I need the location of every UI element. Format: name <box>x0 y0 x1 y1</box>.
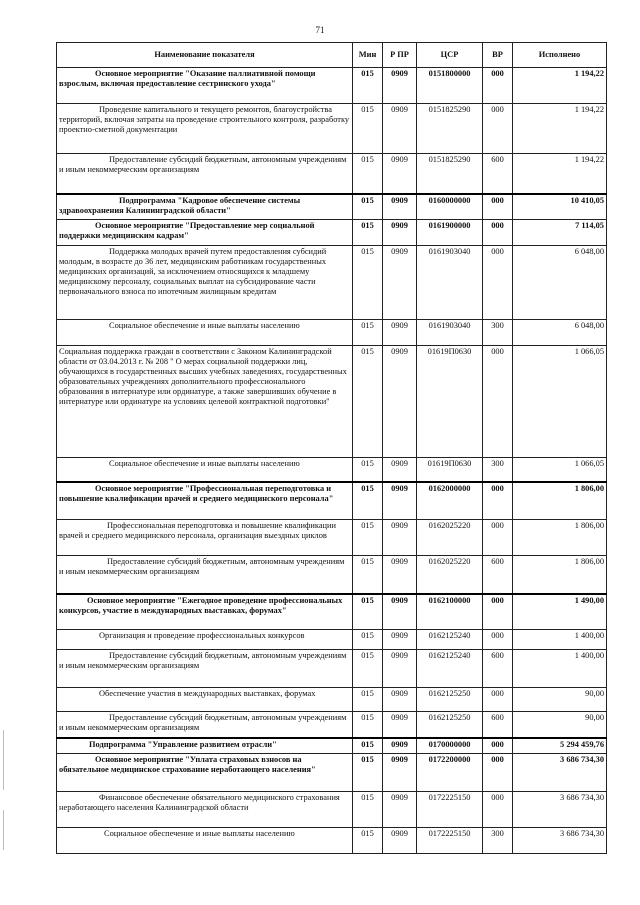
cell-value: 6 048,00 <box>513 320 607 346</box>
cell-value: 90,00 <box>513 712 607 738</box>
cell-min: 015 <box>353 482 383 520</box>
cell-name: Профессиональная переподготовка и повышение квалификации врачей и среднего медицинского персонала, организация выездных циклов <box>57 520 353 556</box>
cell-min: 015 <box>353 194 383 220</box>
cell-name: Социальная поддержка граждан в соответствии с Законом Калининградской области от 03.04.2013 г. № 208 " О мерах социальной поддержки лиц, обучающихся в государственных высших учебных заведениях, государственных образовательных учреждениях дополнительного профессионального образования в интернатуре или ординатуре, а также завершивших обучение в интернатуре или ординатуре на условиях целевой контрактной подготовки" <box>57 346 353 458</box>
cell-csr: 0172200000 <box>417 754 483 792</box>
table-row <box>57 792 607 828</box>
table-row <box>57 712 607 738</box>
cell-value: 1 066,05 <box>513 458 607 482</box>
cell-value: 5 294 459,76 <box>513 738 607 754</box>
cell-vr: 300 <box>483 828 513 854</box>
cell-name: Основное мероприятие "Профессиональная переподготовка и повышение квалификации врачей и среднего медицинского персонала" <box>57 482 353 520</box>
cell-rpr: 0909 <box>383 792 417 828</box>
cell-name: Основное мероприятие "Оказание паллиативной помощи взрослым, включая предоставление сестринского ухода" <box>57 68 353 104</box>
cell-vr: 000 <box>483 220 513 246</box>
cell-vr: 000 <box>483 754 513 792</box>
cell-min: 015 <box>353 68 383 104</box>
cell-rpr: 0909 <box>383 738 417 754</box>
cell-name: Подпрограмма "Управление развитием отрасли" <box>57 738 353 754</box>
cell-min: 015 <box>353 712 383 738</box>
header-rpr: Р ПР <box>383 43 417 68</box>
table-row <box>57 220 607 246</box>
cell-value: 1 806,00 <box>513 482 607 520</box>
cell-csr: 0151825290 <box>417 154 483 194</box>
header-value: Исполнено <box>513 43 607 68</box>
table-row <box>57 650 607 688</box>
cell-name: Социальное обеспечение и иные выплаты населению <box>57 320 353 346</box>
table-row <box>57 738 607 754</box>
cell-min: 015 <box>353 828 383 854</box>
cell-name: Предоставление субсидий бюджетным, автономным учреждениям и иным некоммерческим организациям <box>57 154 353 194</box>
cell-min: 015 <box>353 154 383 194</box>
cell-rpr: 0909 <box>383 712 417 738</box>
cell-min: 015 <box>353 246 383 320</box>
cell-value: 1 490,00 <box>513 594 607 630</box>
cell-name: Основное мероприятие "Ежегодное проведение профессиональных конкурсов, участие в международных выставках, форумах" <box>57 594 353 630</box>
cell-csr: 0160000000 <box>417 194 483 220</box>
cell-rpr: 0909 <box>383 828 417 854</box>
cell-rpr: 0909 <box>383 154 417 194</box>
budget-execution-table <box>56 42 607 854</box>
cell-vr: 000 <box>483 104 513 154</box>
cell-name: Основное мероприятие "Предоставление мер социальной поддержки медицинским кадрам" <box>57 220 353 246</box>
cell-rpr: 0909 <box>383 194 417 220</box>
cell-rpr: 0909 <box>383 320 417 346</box>
cell-csr: 0170000000 <box>417 738 483 754</box>
table-row <box>57 688 607 712</box>
cell-csr: 0162125250 <box>417 712 483 738</box>
cell-value: 1 400,00 <box>513 650 607 688</box>
cell-csr: 0161900000 <box>417 220 483 246</box>
cell-csr: 0162000000 <box>417 482 483 520</box>
cell-vr: 600 <box>483 712 513 738</box>
cell-value: 1 194,22 <box>513 68 607 104</box>
cell-csr: 0172225150 <box>417 828 483 854</box>
cell-rpr: 0909 <box>383 556 417 594</box>
cell-value: 3 686 734,30 <box>513 828 607 854</box>
cell-rpr: 0909 <box>383 246 417 320</box>
cell-min: 015 <box>353 104 383 154</box>
cell-csr: 0162100000 <box>417 594 483 630</box>
cell-min: 015 <box>353 346 383 458</box>
cell-vr: 000 <box>483 738 513 754</box>
table-row <box>57 68 607 104</box>
cell-value: 7 114,05 <box>513 220 607 246</box>
cell-rpr: 0909 <box>383 520 417 556</box>
cell-rpr: 0909 <box>383 346 417 458</box>
table-row <box>57 194 607 220</box>
cell-csr: 0162125240 <box>417 630 483 650</box>
cell-csr: 0162125240 <box>417 650 483 688</box>
header-vr: ВР <box>483 43 513 68</box>
cell-value: 1 400,00 <box>513 630 607 650</box>
cell-min: 015 <box>353 458 383 482</box>
table-row <box>57 320 607 346</box>
cell-min: 015 <box>353 792 383 828</box>
cell-csr: 0161903040 <box>417 320 483 346</box>
cell-vr: 000 <box>483 594 513 630</box>
cell-csr: 01619П0630 <box>417 346 483 458</box>
cell-value: 1 066,05 <box>513 346 607 458</box>
cell-name: Социальное обеспечение и иные выплаты населению <box>57 828 353 854</box>
cell-min: 015 <box>353 220 383 246</box>
cell-rpr: 0909 <box>383 688 417 712</box>
cell-csr: 0162025220 <box>417 556 483 594</box>
cell-rpr: 0909 <box>383 650 417 688</box>
cell-name: Предоставление субсидий бюджетным, автономным учреждениям и иным некоммерческим организациям <box>57 712 353 738</box>
cell-name: Проведение капитального и текущего ремонтов, благоустройства территорий, включая затраты на проведение строительного контроля, разработку проектно-сметной документации <box>57 104 353 154</box>
cell-csr: 0162025220 <box>417 520 483 556</box>
cell-value: 1 806,00 <box>513 556 607 594</box>
table-row <box>57 246 607 320</box>
cell-vr: 300 <box>483 320 513 346</box>
cell-csr: 0162125250 <box>417 688 483 712</box>
table-row <box>57 828 607 854</box>
cell-rpr: 0909 <box>383 220 417 246</box>
cell-vr: 000 <box>483 246 513 320</box>
table-row <box>57 104 607 154</box>
cell-name: Предоставление субсидий бюджетным, автономным учреждениям и иным некоммерческим организациям <box>57 556 353 594</box>
table-row <box>57 754 607 792</box>
cell-value: 90,00 <box>513 688 607 712</box>
cell-vr: 000 <box>483 68 513 104</box>
cell-min: 015 <box>353 688 383 712</box>
page-number: 71 <box>315 25 325 35</box>
cell-value: 10 410,05 <box>513 194 607 220</box>
cell-rpr: 0909 <box>383 458 417 482</box>
cell-min: 015 <box>353 556 383 594</box>
cell-csr: 0151825290 <box>417 104 483 154</box>
table-row <box>57 482 607 520</box>
cell-name: Организация и проведение профессиональных конкурсов <box>57 630 353 650</box>
cell-rpr: 0909 <box>383 482 417 520</box>
cell-csr: 0161903040 <box>417 246 483 320</box>
table-row <box>57 630 607 650</box>
cell-vr: 000 <box>483 688 513 712</box>
cell-value: 6 048,00 <box>513 246 607 320</box>
cell-rpr: 0909 <box>383 594 417 630</box>
cell-csr: 0172225150 <box>417 792 483 828</box>
cell-vr: 300 <box>483 458 513 482</box>
cell-min: 015 <box>353 754 383 792</box>
table-row <box>57 556 607 594</box>
cell-rpr: 0909 <box>383 754 417 792</box>
table-header-row <box>57 43 607 68</box>
cell-vr: 600 <box>483 154 513 194</box>
scan-edge-mark <box>3 810 4 850</box>
cell-name: Основное мероприятие "Уплата страховых взносов на обязательное медицинское страхование неработающего населения" <box>57 754 353 792</box>
cell-rpr: 0909 <box>383 68 417 104</box>
cell-value: 3 686 734,30 <box>513 754 607 792</box>
cell-name: Финансовое обеспечение обязательного медицинского страхования неработающего населения Калининградской области <box>57 792 353 828</box>
cell-vr: 000 <box>483 792 513 828</box>
cell-csr: 0151800000 <box>417 68 483 104</box>
cell-min: 015 <box>353 520 383 556</box>
table-row <box>57 458 607 482</box>
cell-name: Подпрограмма "Кадровое обеспечение системы здравоохранения Калининградской области" <box>57 194 353 220</box>
cell-vr: 600 <box>483 650 513 688</box>
cell-vr: 000 <box>483 346 513 458</box>
cell-vr: 600 <box>483 556 513 594</box>
cell-value: 1 806,00 <box>513 520 607 556</box>
cell-min: 015 <box>353 630 383 650</box>
cell-name: Поддержка молодых врачей путем предоставления субсидий молодым, в возрасте до 36 лет, медицинским работникам государственных медицинских организаций, за исключением относящихся к младшему медицинскому персоналу, социальных выплат на субсидирование части первоначального взноса по ипотечным жилищным кредитам <box>57 246 353 320</box>
cell-rpr: 0909 <box>383 630 417 650</box>
table-row <box>57 520 607 556</box>
cell-vr: 000 <box>483 630 513 650</box>
cell-vr: 000 <box>483 194 513 220</box>
header-min: Мин <box>353 43 383 68</box>
header-name: Наименование показателя <box>57 43 353 68</box>
cell-min: 015 <box>353 738 383 754</box>
cell-csr: 01619П0630 <box>417 458 483 482</box>
scan-edge-mark <box>3 730 4 790</box>
cell-min: 015 <box>353 650 383 688</box>
cell-name: Обеспечение участия в международных выставках, форумах <box>57 688 353 712</box>
cell-name: Социальное обеспечение и иные выплаты населению <box>57 458 353 482</box>
cell-rpr: 0909 <box>383 104 417 154</box>
cell-value: 1 194,22 <box>513 104 607 154</box>
cell-min: 015 <box>353 320 383 346</box>
cell-name: Предоставление субсидий бюджетным, автономным учреждениям и иным некоммерческим организациям <box>57 650 353 688</box>
cell-min: 015 <box>353 594 383 630</box>
table-row <box>57 594 607 630</box>
cell-value: 3 686 734,30 <box>513 792 607 828</box>
cell-vr: 000 <box>483 520 513 556</box>
cell-vr: 000 <box>483 482 513 520</box>
table-row <box>57 346 607 458</box>
table-row <box>57 154 607 194</box>
header-csr: ЦСР <box>417 43 483 68</box>
cell-value: 1 194,22 <box>513 154 607 194</box>
